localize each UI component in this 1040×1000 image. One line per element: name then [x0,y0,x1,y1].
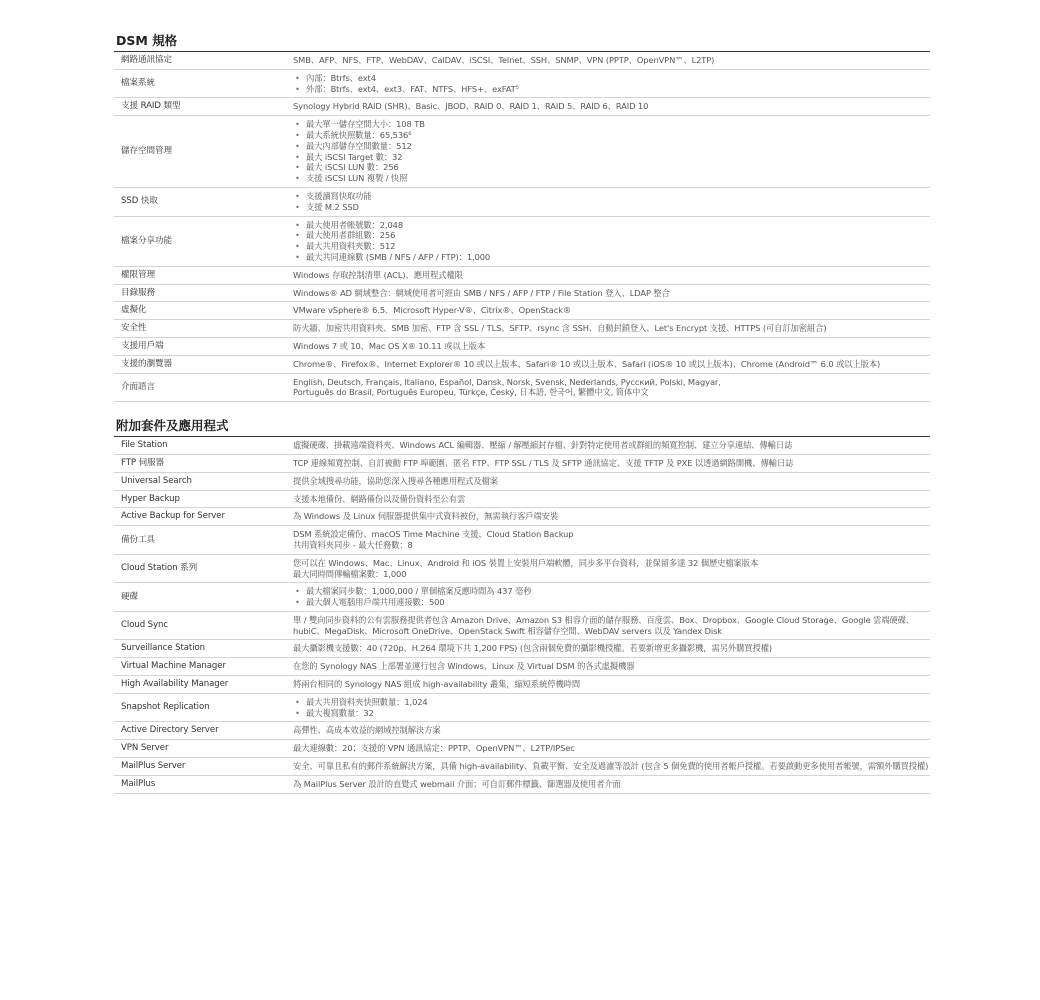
value-line: 最大同時間傳輸檔案數：1,000 [293,568,407,579]
row-label: MailPlus Server [114,758,293,776]
spec-row [114,554,930,583]
row-label: 安全性 [114,320,293,338]
list-item: • 支援 iSCSI LUN 複製 / 快照 [293,173,930,184]
spec-sheet [114,32,930,794]
row-label: 支援用戶端 [114,337,293,355]
spec-row [114,658,930,676]
spec-row [114,187,930,216]
list-item: • 最大檔案同步數：1,000,000 / 單個檔案反應時間為 437 毫秒 [293,586,930,597]
row-value [293,373,930,402]
spec-row [114,676,930,694]
list-item: • 最大 iSCSI Target 數：32 [293,152,930,163]
row-value: Synology Hybrid RAID (SHR)、Basic、JBOD、RAID 0、RAID 1、RAID 5、RAID 6、RAID 10 [293,98,930,116]
row-value: Windows® AD 網域整合：網域使用者可經由 SMB / NFS / AFP / FTP / File Station 登入、LDAP 整合 [293,284,930,302]
row-label: Universal Search [114,472,293,490]
row-value: 提供全域搜尋功能，協助您深入搜尋各種應用程式及檔案 [293,472,930,490]
row-value: 安全、可靠且私有的郵件系統解決方案，具備 high-availability、負載平衡、安全及過濾等設計 (包含 5 個免費的使用者帳戶授權。若要啟動更多使用者帳號，需額外購買授權) [293,758,930,776]
row-label: 支援的瀏覽器 [114,355,293,373]
spec-row [114,320,930,338]
spec-row [114,52,930,69]
row-value: 最大攝影機支援數：40 (720p、H.264 環境下共 1,200 FPS) (包含兩個免費的攝影機授權。若要新增更多攝影機，需另外購買授權) [293,640,930,658]
value-line: DSM 系統設定備份、macOS Time Machine 支援、Cloud Station Backup [293,529,574,540]
row-value: SMB、AFP、NFS、FTP、WebDAV、CalDAV、iSCSI、Telnet、SSH、SNMP、VPN (PPTP、OpenVPN™、L2TP) [293,52,930,69]
row-value: 為 MailPlus Server 設計的直覺式 webmail 介面；可自訂郵件標籤、篩選器及使用者介面 [293,775,930,793]
value-line: Português do Brasil, Português Europeu, Türkçe, Český, 日本語, 한국어, 繁體中文, 简体中文 [293,387,649,398]
list-item: • 最大共用資料夾數：512 [293,241,930,252]
row-label: 檔案系統 [114,69,293,98]
packages-title: 附加套件及應用程式 [114,417,930,437]
list-item: • 支援讀寫快取功能 [293,191,930,202]
row-label: 目錄服務 [114,284,293,302]
row-label: 備份工具 [114,526,293,555]
row-value: Windows 存取控制清單 (ACL)、應用程式權限 [293,266,930,284]
spec-row [114,116,930,188]
list-item: • 最大使用者群組數：256 [293,230,930,241]
spec-row [114,284,930,302]
row-value: TCP 連線頻寬控制、自訂被動 FTP 埠範圍、匿名 FTP、FTP SSL / TLS 及 SFTP 通訊協定、支援 TFTP 及 PXE 以透過網路開機、傳輸日誌 [293,454,930,472]
dsm-spec-table [114,52,930,402]
value-list [293,586,930,608]
row-label: 儲存空間管理 [114,116,293,188]
row-value: 最大連線數：20；支援的 VPN 通訊協定：PPTP、OpenVPN™、L2TP/IPSec [293,740,930,758]
spec-row [114,758,930,776]
list-item: • 內部：Btrfs、ext4 [293,73,930,84]
row-value: Windows 7 或 10、Mac OS X® 10.11 或以上版本 [293,337,930,355]
spec-row [114,740,930,758]
value-list [293,119,930,184]
list-item: • 最大複寫數量：32 [293,708,930,719]
row-value [293,116,930,188]
row-label: High Availability Manager [114,676,293,694]
value-list [293,191,930,213]
spec-row [114,472,930,490]
row-value [293,554,930,583]
row-label: File Station [114,437,293,454]
row-label: 虛擬化 [114,302,293,320]
spec-row [114,693,930,722]
row-value [293,693,930,722]
value-line: 共用資料夾同步 - 最大任務數：8 [293,539,413,550]
row-value: 高彈性、高成本效益的網域控制解決方案 [293,722,930,740]
row-label: Virtual Machine Manager [114,658,293,676]
row-label: 支援 RAID 類型 [114,98,293,116]
spec-row [114,216,930,266]
row-value: 單 / 雙向同步資料的公有雲服務提供者包含 Amazon Drive、Amazon S3 相容介面的儲存服務、百度雲、Box、Dropbox、Google Cloud Storage、Google 雲端硬碟、hubiC、MegaDisk、Microsoft OneDrive、OpenStack Swift 相容儲存空間、WebDAV servers 以及 Yandex Disk [293,611,930,640]
spec-row [114,611,930,640]
row-label: Cloud Station 系列 [114,554,293,583]
row-label: VPN Server [114,740,293,758]
row-value: 支援本地備份、網路備份以及備份資料至公有雲 [293,490,930,508]
row-value: 將兩台相同的 Synology NAS 組成 high-availability 叢集，縮短系統停機時間 [293,676,930,694]
list-item: • 最大系統快照數量：65,536⁶ [293,130,930,141]
row-value: Chrome®、Firefox®、Internet Explorer® 10 或以上版本、Safari® 10 或以上版本、Safari (iOS® 10 或以上版本)、Chrome (Android™ 6.0 或以上版本) [293,355,930,373]
dsm-spec-title: DSM 規格 [114,32,930,52]
row-label: SSD 快取 [114,187,293,216]
row-value: 防火牆、加密共用資料夾、SMB 加密、FTP 含 SSL / TLS、SFTP、rsync 含 SSH、自動封鎖登入、Let's Encrypt 支援、HTTPS (可自訂加密組合) [293,320,930,338]
value-line: 您可以在 Windows、Mac、Linux、Android 和 iOS 裝置上安裝用戶端軟體，同步多平台資料，並保留多達 32 個歷史檔案版本 [293,557,759,568]
row-value: 在您的 Synology NAS 上部署並運行包含 Windows、Linux 及 Virtual DSM 的各式虛擬機器 [293,658,930,676]
row-label: 權限管理 [114,266,293,284]
list-item: • 最大個人電腦用戶端共用連接數：500 [293,597,930,608]
list-item: • 最大使用者帳號數：2,048 [293,220,930,231]
value-list [293,73,930,95]
spec-row [114,526,930,555]
list-item: • 支援 M.2 SSD [293,202,930,213]
spec-row [114,302,930,320]
row-value [293,69,930,98]
spec-row [114,266,930,284]
row-label: Snapshot Replication [114,693,293,722]
row-value [293,187,930,216]
spec-row [114,722,930,740]
row-label: Surveillance Station [114,640,293,658]
spec-row [114,583,930,612]
list-item: • 最大單一儲存空間大小：108 TB [293,119,930,130]
spec-row [114,437,930,454]
row-value: VMware vSphere® 6.5、Microsoft Hyper-V®、Citrix®、OpenStack® [293,302,930,320]
spec-row [114,454,930,472]
row-value: 虛擬硬碟、掛載遠端資料夾、Windows ACL 編輯器、壓縮 / 解壓縮封存檔、針對特定使用者或群組的頻寬控制、建立分享連結、傳輸日誌 [293,437,930,454]
row-value [293,216,930,266]
spec-row [114,69,930,98]
spec-row [114,640,930,658]
spec-row [114,373,930,402]
value-list [293,697,930,719]
row-label: MailPlus [114,775,293,793]
spec-row [114,98,930,116]
row-label: 檔案分享功能 [114,216,293,266]
value-list [293,220,930,263]
list-item: • 外部：Btrfs、ext4、ext3、FAT、NTFS、HFS+、exFAT⁵ [293,84,930,95]
spec-row [114,337,930,355]
packages-table [114,437,930,794]
row-label: FTP 伺服器 [114,454,293,472]
list-item: • 最大共用資料夾快照數量：1,024 [293,697,930,708]
spec-row [114,355,930,373]
row-label: Cloud Sync [114,611,293,640]
row-label: Active Backup for Server [114,508,293,526]
list-item: • 最大共同連線數 (SMB / NFS / AFP / FTP)：1,000 [293,252,930,263]
list-item: • 最大 iSCSI LUN 數：256 [293,162,930,173]
row-label: 介面語言 [114,373,293,402]
spec-row [114,775,930,793]
row-label: 網路通訊協定 [114,52,293,69]
row-label: Hyper Backup [114,490,293,508]
row-value [293,526,930,555]
spec-row [114,490,930,508]
value-line: English, Deutsch, Français, Italiano, Español, Dansk, Norsk, Svensk, Nederlands, Русский, Polski, Magyar, [293,376,721,387]
row-value [293,583,930,612]
row-label: 硬碟 [114,583,293,612]
list-item: • 最大內部儲存空間數量：512 [293,141,930,152]
row-label: Active Directory Server [114,722,293,740]
spec-row [114,508,930,526]
row-value: 為 Windows 及 Linux 伺服器提供集中式資料被份，無需執行客戶端安裝 [293,508,930,526]
